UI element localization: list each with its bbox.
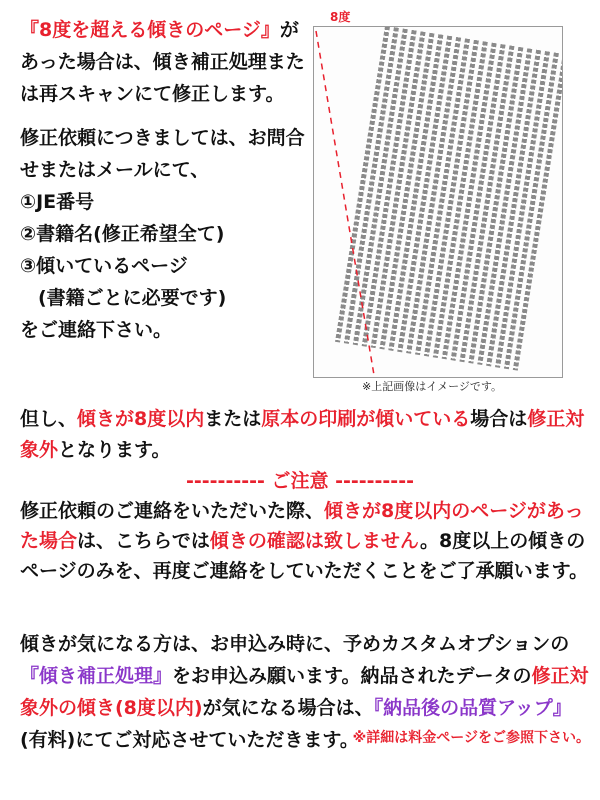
request-item-note: (書籍ごとに必要です) [38, 287, 227, 309]
request-end: をご連絡下さい。 [20, 319, 173, 341]
intro-paragraph [20, 14, 305, 110]
request-instructions [20, 122, 305, 346]
request-item-book-name: ②書籍名(修正希望全て) [20, 223, 225, 245]
custom-option-paragraph: 傾きが気になる方は、お申込み時に、予めカスタムオプションの『傾き補正処理』をお申込み願います。納品されたデータの修正対象外の傾き(8度以内)が気になる場合は、『納品後の品質アップ』(有料)にてご対応させていただきます。 ※詳細は料金ページをご参照下さい。 [20, 628, 590, 756]
request-item-je-number: ①JE番号 [20, 191, 95, 213]
intro-text: があった場合は、傾き補正処理または再スキャンにて修正します。 [20, 19, 305, 105]
detail-note: ※詳細は料金ページをご参照下さい。 [352, 730, 590, 746]
tilt-guide-line-icon [314, 27, 562, 377]
request-lead: 修正依頼につきましては、お問合せまたはメールにて、 [20, 127, 305, 181]
image-caption: ※上記画像はイメージです。 [362, 380, 503, 393]
notice-heading: ---------- ご注意 ---------- [186, 470, 414, 492]
exclusion-note: 但し、傾きが8度以内または原本の印刷が傾いている場合は修正対象外となります。 [20, 408, 585, 461]
angle-label: 8度 [330, 10, 351, 24]
request-item-tilted-page: ③傾いているページ [20, 255, 188, 277]
intro-highlight-b: ージ』 [223, 19, 280, 41]
tilted-page-sample-image [313, 26, 563, 378]
notice-paragraph: 修正依頼のご連絡をいただいた際、傾きが8度以内のページがあった場合は、こちらでは傾きの確認は致しません。8度以上の傾きのページのみを、再度ご連絡をしていただくことをご了承願います。 [20, 500, 589, 582]
intro-highlight-a: 『8度を超える傾きのペ [20, 19, 224, 41]
intro-block [20, 14, 305, 346]
